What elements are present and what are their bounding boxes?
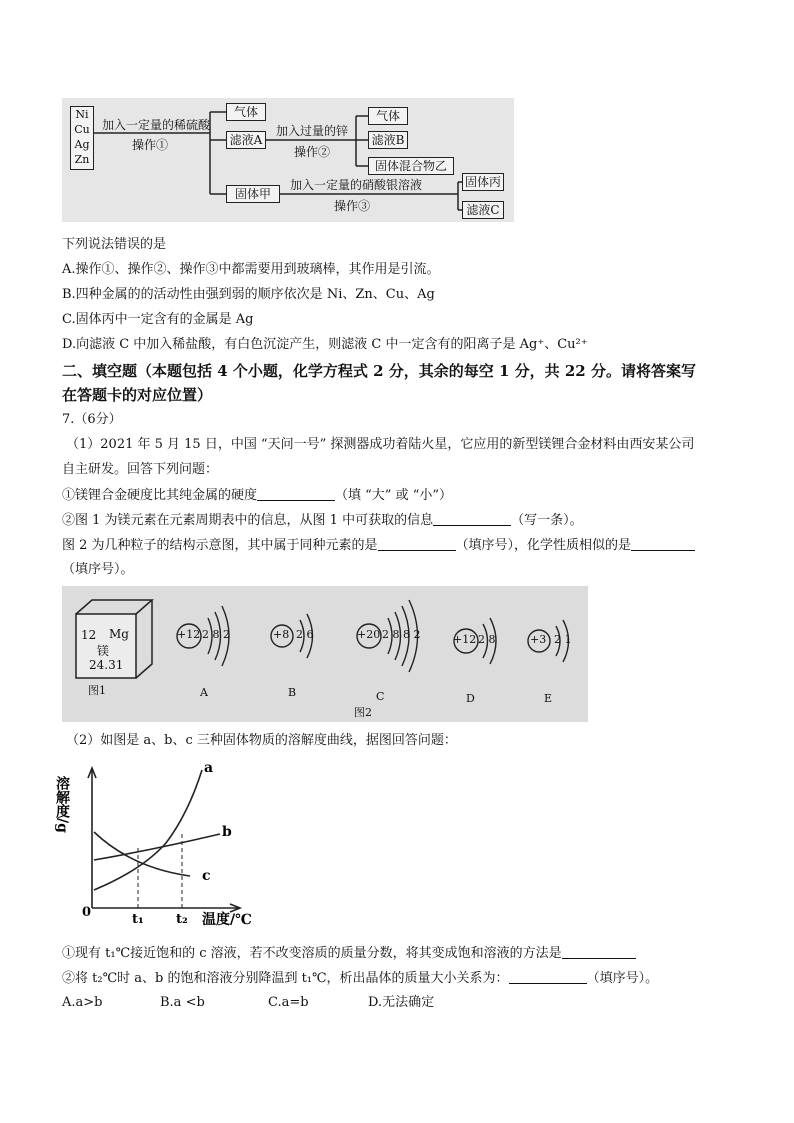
q7-q1-tail: （填 “大” 或 “小”）: [335, 488, 452, 503]
atom-b-shells: 2 6: [296, 628, 314, 641]
solid-mix-box: 固体混合物乙: [368, 157, 454, 175]
atom-c-nucleus: +20: [357, 628, 381, 641]
q7-p2-option-b: B.a <b: [160, 995, 205, 1010]
step3-op: 操作③: [334, 199, 371, 213]
q7-q2-tail: （写一条）。: [511, 513, 583, 528]
element-name: 镁: [97, 644, 110, 658]
x-tick-t1: t₁: [132, 912, 144, 927]
x-axis-label: 温度/℃: [202, 912, 252, 928]
q7-p2-intro: （2）如图是 a、b、c 三种固体物质的溶解度曲线，据图回答问题：: [66, 733, 457, 748]
atom-e-nucleus: +3: [530, 633, 547, 646]
metal-ni: Ni: [75, 108, 89, 121]
step1-label: 加入一定量的稀硫酸: [102, 118, 211, 132]
figure1-caption: 图1: [88, 684, 106, 697]
section2-heading-line2: 在答题卡的对应位置）: [62, 386, 213, 404]
series-label-b: b: [222, 824, 232, 840]
gas2-box: 气体: [368, 107, 408, 125]
q6-stem: 下列说法错误的是: [62, 237, 167, 252]
step1-op: 操作①: [132, 138, 169, 152]
solubility-chart: [54, 758, 262, 928]
q6-option-b: B.四种金属的的活动性由强到弱的顺序依次是 Ni、Zn、Cu、Ag: [62, 287, 435, 302]
metal-zn: Zn: [74, 153, 90, 166]
atom-d-shells: 2 8: [478, 633, 496, 646]
atom-b-nucleus: +8: [273, 628, 290, 641]
q7-q3-answer-blank-1[interactable]: [378, 536, 456, 551]
solid-a-box: 固体甲: [226, 185, 280, 203]
q7-p2-option-c: C.a=b: [268, 995, 309, 1010]
q7-p2-option-a: A.a>b: [62, 995, 103, 1010]
atom-e-label: E: [544, 692, 553, 705]
q7-number: 7.（6分）: [62, 412, 122, 427]
x-tick-t2: t₂: [176, 912, 188, 927]
metal-cu: Cu: [74, 123, 90, 136]
atom-c-label: C: [376, 690, 385, 703]
q7-q3-text: 图 2 为几种粒子的结构示意图，其中属于同种元素的是: [62, 538, 378, 553]
q7-p2-q2: [62, 969, 658, 988]
step2-label: 加入过量的锌: [276, 124, 349, 138]
solid-c-box: 固体丙: [462, 173, 504, 191]
element-mass: 24.31: [89, 658, 124, 672]
atom-figure: [62, 586, 588, 722]
atom-d-label: D: [466, 692, 475, 705]
y-axis-label: 溶解度/g: [54, 776, 70, 833]
filtrate-b-box: 滤液B: [368, 131, 408, 149]
q7-q1-text: ①镁锂合金硬度比其纯金属的硬度: [62, 488, 258, 503]
q7-q3: [62, 536, 695, 555]
atom-figure-svg: [62, 586, 588, 722]
curve-c: [94, 832, 190, 876]
series-label-a: a: [204, 760, 214, 776]
q7-q3-tail: （填序号）。: [62, 562, 134, 577]
atom-a-nucleus: +12: [177, 628, 201, 641]
atom-d-nucleus: +12: [453, 633, 477, 646]
step2-op: 操作②: [294, 145, 331, 159]
q7-p2-q1: [62, 944, 636, 963]
q6-option-a: A.操作①、操作②、操作③中都需要用到玻璃棒，其作用是引流。: [62, 262, 440, 277]
element-number: 12: [81, 628, 97, 642]
q7-q1-answer-blank[interactable]: [257, 486, 335, 501]
atom-e-shells: 2 1: [554, 633, 572, 646]
q7-q2-text: ②图 1 为镁元素在元素周期表中的信息，从图 1 中可获取的信息: [62, 513, 434, 528]
q7-p2-option-d: D.无法确定: [368, 995, 435, 1010]
q7-p2-q1-text: ①现有 t₁℃接近饱和的 c 溶液，若不改变溶质的质量分数，将其变成饱和溶液的方法是: [62, 946, 562, 961]
section2-heading-line1: 二、填空题（本题包括 4 个小题，化学方程式 2 分，其余的每空 1 分，共 22 分。请将答案写: [62, 362, 696, 380]
filtrate-a-box: 滤液A: [226, 131, 266, 149]
q7-q1: [62, 486, 452, 505]
filtrate-c-box: 滤液C: [462, 201, 504, 219]
q7-p2-q2-tail: （填序号）。: [586, 971, 659, 986]
metal-ag: Ag: [74, 138, 90, 151]
q7-p2-q2-text: ②将 t₂℃时 a、b 的饱和溶液分别降温到 t₁℃，析出晶体的质量大小关系为：: [62, 971, 509, 986]
origin-label: 0: [82, 905, 92, 920]
element-symbol: Mg: [109, 627, 129, 641]
gas1-box: 气体: [226, 103, 266, 121]
curve-a: [94, 770, 202, 890]
series-label-c: c: [202, 868, 211, 884]
flowchart-figure: [62, 98, 514, 222]
q7-q2-answer-blank[interactable]: [433, 511, 511, 526]
q7-p1-line1: （1）2021 年 5 月 15 日，中国 “天问一号” 探测器成功着陆火星，它应用的新型镁锂合金材料由西安某公司: [66, 437, 695, 452]
atom-b-label: B: [288, 686, 297, 699]
q7-q2: [62, 511, 583, 530]
atom-a-label: A: [200, 686, 208, 699]
q7-p2-q2-answer-blank[interactable]: [509, 969, 587, 984]
q6-option-d: D.向滤液 C 中加入稀盐酸，有白色沉淀产生，则滤液 C 中一定含有的阳离子是 Ag⁺、Cu²⁺: [62, 337, 588, 352]
figure2-caption: 图2: [354, 706, 372, 719]
atom-a-shells: 2 8 2: [202, 628, 230, 641]
q7-p1-line2: 自主研发。回答下列问题：: [62, 462, 219, 477]
q7-q3-mid: （填序号），化学性质相似的是: [455, 538, 632, 553]
step3-label: 加入一定量的硝酸银溶液: [290, 178, 423, 192]
atom-c-shells: 2 8 8 2: [382, 628, 421, 641]
q7-q3-answer-blank-2[interactable]: [631, 536, 695, 551]
q6-option-c: C.固体丙中一定含有的金属是 Ag: [62, 312, 254, 327]
q7-p2-q1-answer-blank[interactable]: [562, 944, 636, 959]
